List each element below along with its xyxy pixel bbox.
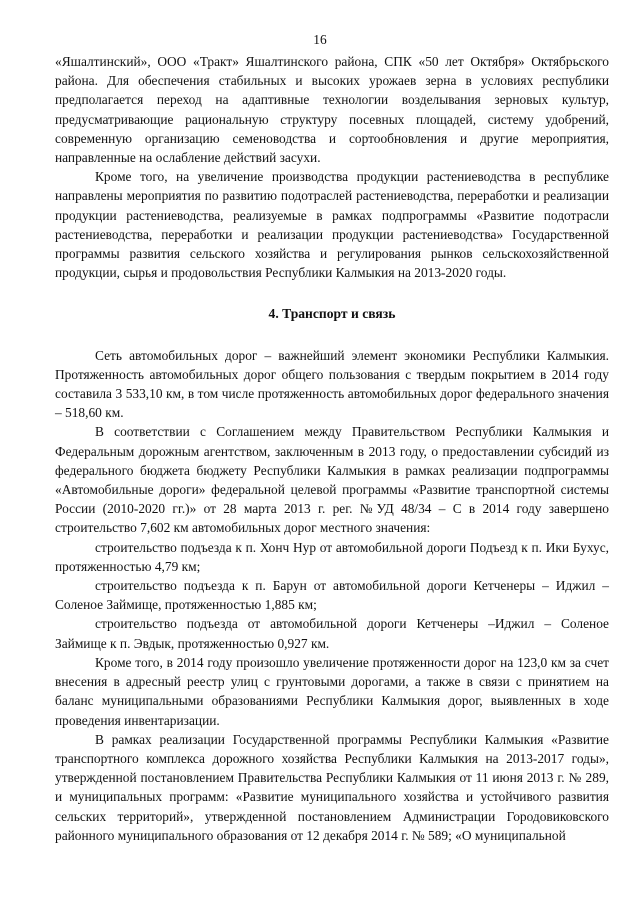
list-item: строительство подъезда от автомобильной дороги Кетченеры –Иджил – Соленое Займище к п. Эвдык, протяженностью 0,927 км. xyxy=(55,616,609,651)
paragraph: Сеть автомобильных дорог – важнейший элемент экономики Республики Калмыкия. Протяженность автомобильных дорог общего пользования с твердым покрытием в 2014 году составила 3 533,10 км, в том числе протяженность автомобильных дорог федерального значения – 518,60 км. xyxy=(55,347,609,421)
paragraph: Кроме того, в 2014 году произошло увеличение протяженности дорог на 123,0 км за счет внесения в адресный реестр улиц с грунтовыми дорогами, а также в связи с принятием на баланс муниципальными образованиями Республики Калмыкия дорог, выявленных в ходе проведения инвентаризации. xyxy=(55,654,609,728)
paragraph: В рамках реализации Государственной программы Республики Калмыкия «Развитие транспортного комплекса дорожного хозяйства Республики Калмыкия на 2013-2017 годы», утвержденной постановлением Правительства Республики Калмыкия от 11 июня 2013 г. № 289, и муниципальных программ: «Развитие муниципального хозяйства и устойчивого развития сельских территорий», утвержденной постановлением Администрации Городовиковского районного муниципального образования от 12 декабря 2014 г. № 589; «О муниципальной xyxy=(55,731,609,843)
document-body xyxy=(55,52,609,845)
paragraph: «Яшалтинский», ООО «Тракт» Яшалтинского района, СПК «50 лет Октября» Октябрьского района. Для обеспечения стабильных и высоких урожаев зерна в условиях республики предполагается переход на адаптивные технологии возделывания зерновых культур, предусматривающие рациональную структуру посевных площадей, систему удобрений, современную организацию семеноводства и сортообновления и другие мероприятия, направленные на ослабление действий засухи. xyxy=(55,54,609,166)
section-heading: 4. Транспорт и связь xyxy=(268,306,396,322)
list-item: строительство подъезда к п. Хонч Нур от автомобильной дороги Подъезд к п. Ики Бухус, протяженностью 4,79 км; xyxy=(55,539,609,574)
paragraph: Кроме того, на увеличение производства продукции растениеводства в республике направлены мероприятия по развитию подотраслей растениеводства, переработки и реализации продукции растениеводства, реализуемые в рамках подпрограммы «Развитие подотрасли растениеводства, переработки и реализации продукции растениеводства» Государственной программы развития сельского хозяйства и регулирования рынков сельскохозяйственной продукции, сырья и продовольствия Республики Калмыкия на 2013-2020 годы. xyxy=(55,169,609,281)
paragraph: В соответствии с Соглашением между Правительством Республики Калмыкия и Федеральным дорожным агентством, заключенным в 2013 году, о предоставлении субсидий из федерального бюджета бюджету Республики Калмыкия в рамках реализации подпрограммы «Автомобильные дороги» федеральной целевой программы «Развитие транспортной системы России (2010-2020 гг.)» от 28 марта 2013 г. рег. №УД 48/34 – С в 2014 году завершено строительство 7,602 км автомобильных дорог местного значения: xyxy=(55,424,609,536)
page-number: 16 xyxy=(313,32,327,47)
list-item: строительство подъезда к п. Барун от автомобильной дороги Кетченеры – Иджил – Соленое Займище, протяженностью 1,885 км; xyxy=(55,578,609,613)
